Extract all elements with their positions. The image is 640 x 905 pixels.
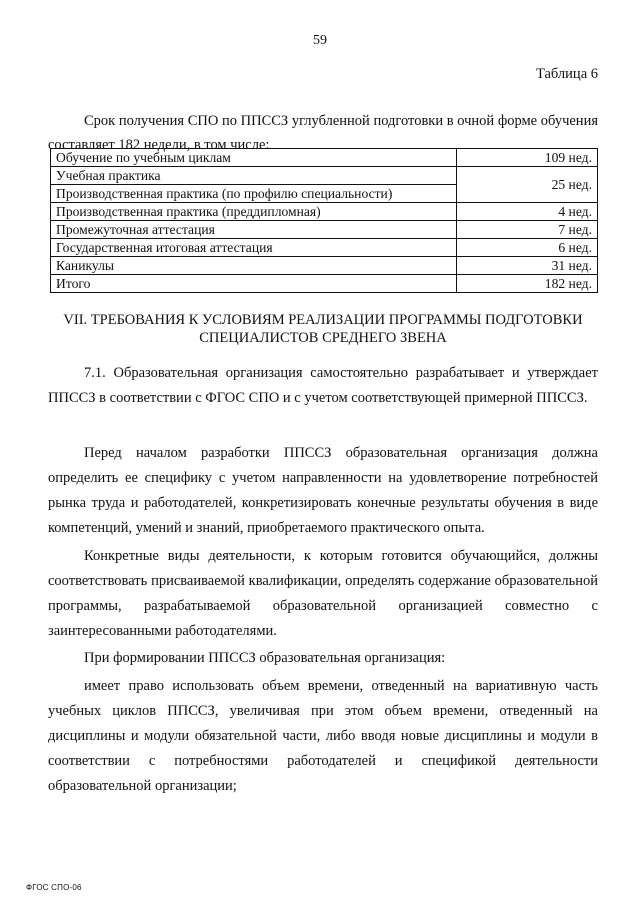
row-value: 4 нед.: [457, 203, 598, 221]
section-title-line: СПЕЦИАЛИСТОВ СРЕДНЕГО ЗВЕНА: [199, 330, 447, 346]
paragraph: [48, 674, 598, 799]
table-label: Таблица 6: [535, 66, 598, 82]
row-label: Производственная практика (преддипломная): [51, 203, 457, 221]
row-value: 182 нед.: [457, 275, 598, 293]
table-row: [51, 221, 598, 239]
row-value: 109 нед.: [457, 149, 598, 167]
row-label: Государственная итоговая аттестация: [51, 239, 457, 257]
paragraph-7-1: [48, 361, 598, 411]
schedule-table: [50, 148, 598, 293]
table-row: [51, 275, 598, 293]
table-row: [51, 203, 598, 221]
paragraph-text: При формировании ППССЗ образовательная организация:: [84, 650, 446, 666]
paragraph-text: имеет право использовать объем времени, отведенный на вариативную часть учебных циклов ППССЗ, увеличивая при этом объем времени, отведенный на дисциплины и модули обязательной части, либо вводя новые дисциплины и модули в соответствии с потребностями работодателей и спецификой деятельности образовательной организации;: [48, 678, 598, 794]
row-value: 25 нед.: [457, 167, 598, 203]
row-label: Учебная практика: [51, 167, 456, 185]
row-label: Промежуточная аттестация: [51, 221, 457, 239]
section-title: [40, 311, 606, 347]
paragraph: [48, 544, 598, 644]
paragraph-text: 7.1. Образовательная организация самостоятельно разрабатывает и утверждает ППССЗ в соответствии с ФГОС СПО и с учетом соответствующей примерной ППССЗ.: [48, 365, 598, 406]
footer-code: ФГОС СПО-06: [26, 883, 82, 892]
table-row: [51, 239, 598, 257]
table-row: [51, 167, 598, 203]
row-value: 31 нед.: [457, 257, 598, 275]
paragraph-text: Конкретные виды деятельности, к которым готовится обучающийся, должны соответствовать присваиваемой квалификации, определять содержание образовательной программы, разрабатываемой образовательной организацией совместно с заинтересованными работодателями.: [48, 548, 598, 639]
paragraph: [48, 646, 598, 671]
paragraph: [48, 441, 598, 541]
intro-text: Срок получения СПО по ППССЗ углубленной подготовки в очной форме обучения составляет 182 недели, в том числе:: [48, 112, 598, 153]
table-row: [51, 149, 598, 167]
row-label: Обучение по учебным циклам: [51, 149, 457, 167]
section-title-line: VII. ТРЕБОВАНИЯ К УСЛОВИЯМ РЕАЛИЗАЦИИ ПРОГРАММЫ ПОДГОТОВКИ: [63, 312, 583, 328]
paragraph-text: Перед началом разработки ППССЗ образовательная организация должна определить ее специфику с учетом направленности на удовлетворение потребностей рынка труда и работодателей, конкретизировать конечные результаты обучения в виде компетенций, умений и знаний, приобретаемого практического опыта.: [48, 445, 598, 536]
row-label: Итого: [51, 275, 457, 293]
row-value: 6 нед.: [457, 239, 598, 257]
row-label: Производственная практика (по профилю специальности): [56, 186, 393, 201]
page-number: 59: [313, 33, 327, 48]
row-label: Каникулы: [51, 257, 457, 275]
row-value: 7 нед.: [457, 221, 598, 239]
table-row: [51, 257, 598, 275]
